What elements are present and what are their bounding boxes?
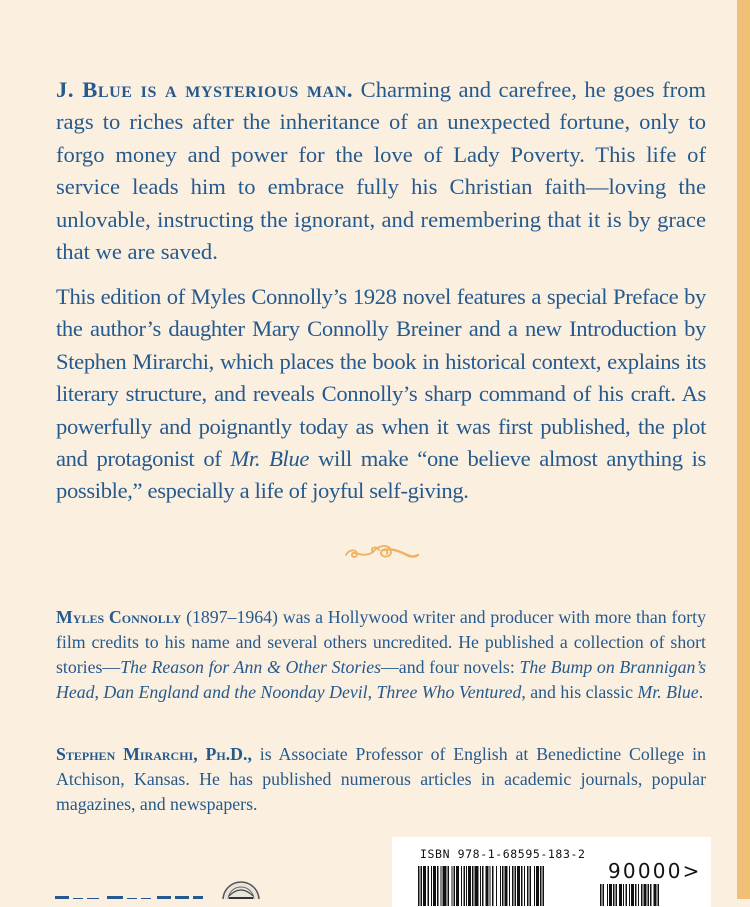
book-title: Dan England and the Noonday Devil bbox=[103, 682, 368, 702]
author-bio-text: . bbox=[698, 682, 704, 702]
separator: , bbox=[367, 682, 377, 702]
barcode-bar bbox=[433, 866, 436, 906]
barcode-bar bbox=[482, 866, 484, 906]
barcode-bar bbox=[515, 866, 517, 906]
barcode-bar bbox=[418, 866, 420, 906]
barcode-bar bbox=[616, 884, 618, 906]
barcode-bar bbox=[540, 866, 542, 906]
barcode-bar bbox=[600, 884, 602, 906]
blurb-lead-in: J. Blue is a mysterious man. bbox=[56, 77, 354, 102]
barcode-bar bbox=[534, 866, 535, 906]
barcode-bar bbox=[644, 884, 647, 906]
barcode-bar bbox=[524, 866, 525, 906]
barcode-bar bbox=[448, 866, 450, 906]
barcode-bar bbox=[607, 884, 608, 906]
barcode-bar bbox=[464, 866, 466, 906]
book-title: The Bump on Brannigan’s Head bbox=[56, 657, 706, 702]
barcode-bar bbox=[472, 866, 474, 906]
blurb-text-2a: This edition of Myles Connolly’s 1928 novel features a special Preface by the author’s daughter Mary Connolly Breiner and a new Introduction by Stephen Mirarchi, which places the book in historical context, explains its literary structure, and reveals Connolly’s sharp command of his craft. As powerfully and poignantly today as when it was first published, the plot and protagonist of bbox=[56, 284, 706, 472]
barcode-bar bbox=[650, 884, 652, 906]
barcode-bar bbox=[431, 866, 432, 906]
blurb-text-2b: will make “one believe almost anything is possible,” especially a life of joyful self-giving. bbox=[56, 446, 706, 504]
price-code: 90000> bbox=[608, 859, 702, 883]
separator: , bbox=[94, 682, 104, 702]
barcode-bar bbox=[629, 884, 630, 906]
book-title: Mr. Blue bbox=[637, 682, 699, 702]
author-bio-text: —and four novels: bbox=[381, 657, 520, 677]
barcode-bar bbox=[641, 884, 643, 906]
barcode-bar bbox=[623, 884, 624, 906]
barcode-bar bbox=[505, 866, 508, 906]
barcode-bar bbox=[456, 866, 459, 906]
barcode-bar bbox=[468, 866, 471, 906]
barcode-bar bbox=[423, 866, 426, 906]
barcode-bar bbox=[517, 866, 520, 906]
publisher-logo-icon bbox=[55, 880, 265, 899]
barcode-bar bbox=[626, 884, 628, 906]
barcode-bar bbox=[428, 866, 430, 906]
barcode-bar bbox=[619, 884, 622, 906]
barcode-bar bbox=[443, 866, 447, 906]
barcode-bar bbox=[527, 866, 529, 906]
barcode-bar bbox=[638, 884, 639, 906]
blurb-text-1: Charming and carefree, he goes from rags to riches after the inheritance of an unexpected fortune, only to forgo money and power for the love of Lady Poverty. This life of service leads him to embrace fully his Christian faith—loving the unlovable, instructing the ignorant, and remembering that it is by grace that we are saved. bbox=[56, 77, 706, 265]
barcode-bar bbox=[543, 866, 545, 906]
author-bio-text: , and his classic bbox=[521, 682, 638, 702]
barcode-bar bbox=[648, 884, 650, 906]
barcode-bar bbox=[609, 884, 612, 906]
spine-color-strip bbox=[737, 0, 750, 899]
author-name: Myles Connolly bbox=[56, 607, 182, 627]
flourish-ornament-icon bbox=[343, 540, 421, 564]
barcode-bar bbox=[603, 884, 605, 906]
barcode-bar bbox=[496, 866, 497, 906]
author-bio bbox=[56, 605, 706, 705]
barcode-bar bbox=[613, 884, 615, 906]
barcode-bars bbox=[418, 866, 590, 906]
isbn-number: ISBN 978-1-68595-183-2 bbox=[420, 847, 586, 861]
blurb-book-title: Mr. Blue bbox=[230, 446, 310, 472]
barcode-bar bbox=[635, 884, 637, 906]
barcode-bar bbox=[509, 866, 510, 906]
barcode-addon-bars bbox=[600, 884, 684, 906]
barcode-bar bbox=[454, 866, 456, 906]
barcode-bar bbox=[521, 866, 523, 906]
book-title: The Reason for Ann & Other Stories bbox=[120, 657, 382, 677]
barcode-bar bbox=[492, 866, 494, 906]
barcode-bar bbox=[490, 866, 491, 906]
barcode-bar bbox=[421, 866, 423, 906]
editor-bio bbox=[56, 742, 706, 817]
barcode-bar bbox=[512, 866, 514, 906]
barcode-bar bbox=[466, 866, 467, 906]
isbn-barcode bbox=[392, 837, 711, 907]
publisher-logo bbox=[55, 880, 265, 899]
barcode-bar bbox=[480, 866, 481, 906]
barcode-bar bbox=[461, 866, 462, 906]
barcode-bar bbox=[437, 866, 439, 906]
barcode-bar bbox=[536, 866, 539, 906]
barcode-bar bbox=[654, 884, 657, 906]
barcode-bar bbox=[486, 866, 489, 906]
blurb-paragraph-2 bbox=[56, 281, 706, 508]
book-title: Three Who Ventured bbox=[376, 682, 522, 702]
barcode-bar bbox=[475, 866, 479, 906]
barcode-bar bbox=[658, 884, 660, 906]
barcode-bar bbox=[502, 866, 504, 906]
author-bio-text: (1897–1964) was a Hollywood writer and producer with more than forty film credits to his name and several others uncredited. He published a collection of short stories— bbox=[56, 607, 706, 677]
barcode-bar bbox=[500, 866, 501, 906]
barcode-bar bbox=[530, 866, 532, 906]
barcode-bar bbox=[441, 866, 442, 906]
editor-name: Stephen Mirarchi, Ph.D., bbox=[56, 744, 252, 764]
barcode-bar bbox=[452, 866, 453, 906]
editor-bio-text: is Associate Professor of English at Benedictine College in Atchison, Kansas. He has published numerous articles in academic journals, popular magazines, and newspapers. bbox=[56, 744, 706, 814]
barcode-bar bbox=[631, 884, 634, 906]
blurb-paragraph-1 bbox=[56, 74, 706, 268]
